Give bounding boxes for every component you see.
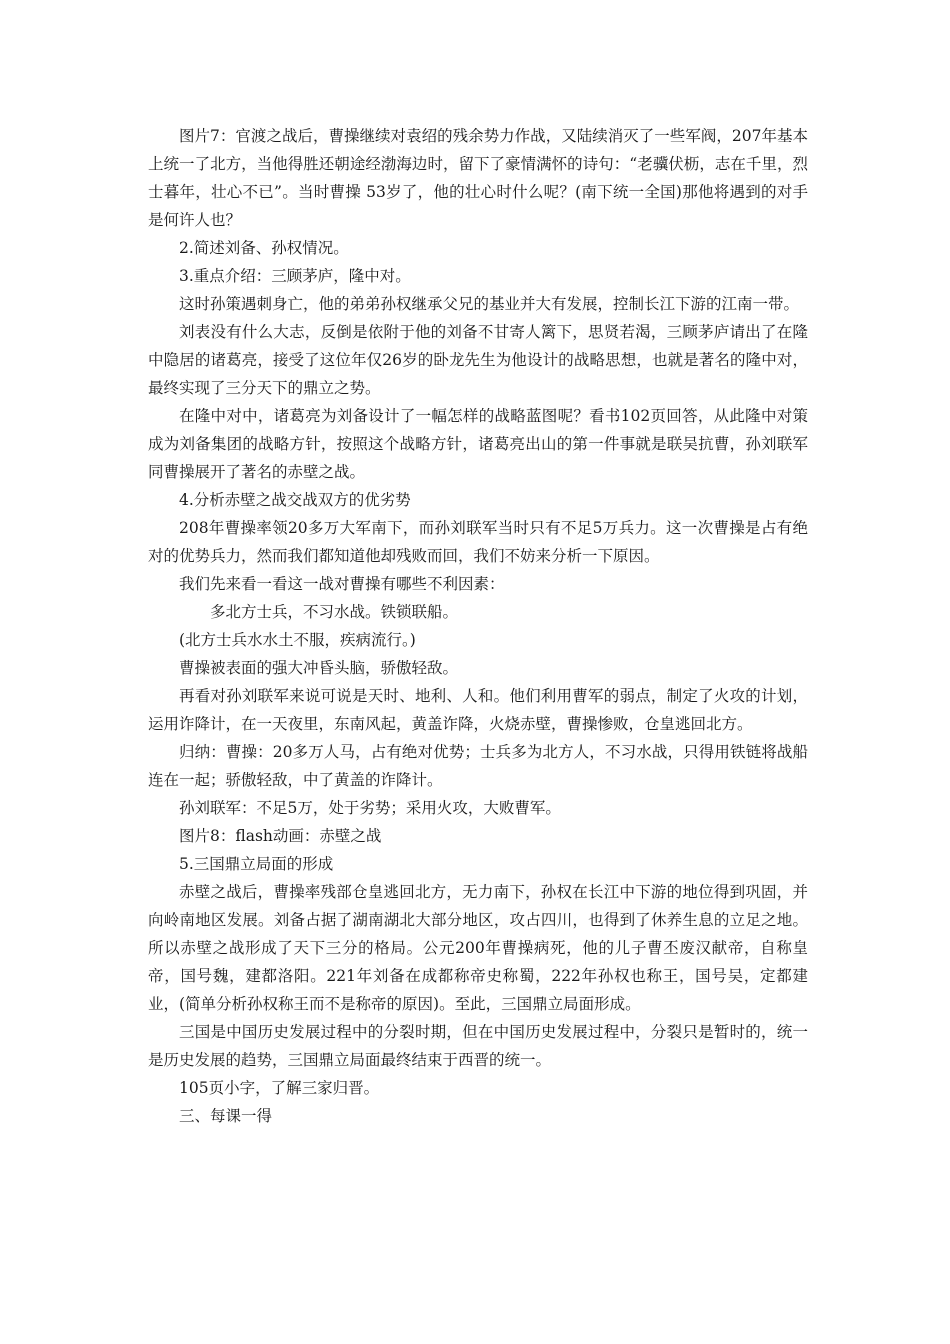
paragraph-sun-quan: 这时孙策遇刺身亡，他的弟弟孙权继承父兄的基业并大有发展，控制长江下游的江南一带。 <box>179 295 800 313</box>
paragraph-allied-advantages: 再看对孙刘联军来说可说是天时、地利、人和。他们利用曹军的弱点，制定了火攻的计划，运用诈降计，在一天夜里，东南风起，黄盖诈降，火烧赤壁，曹操惨败，仓皇逃回北方。 <box>148 687 808 733</box>
paragraph-three-kingdoms-formation: 赤壁之战后，曹操率残部仓皇逃回北方，无力南下，孙权在长江中下游的地位得到巩固，并向岭南地区发展。刘备占据了湖南湖北大部分地区，攻占四川，也得到了休养生息的立足之地。所以赤壁之战形成了天下三分的格局。公元200年曹操病死，他的儿子曹丕废汉献帝，自称皇帝，国号魏，建都洛阳。221年刘备在成都称帝史称蜀，222年孙权也称王，国号吴，定都建业，(简单分析孙权称王而不是称帝的原因)。至此，三国鼎立局面形成。 <box>148 883 808 1013</box>
paragraph-unification: 三国是中国历史发展过程中的分裂时期，但在中国历史发展过程中，分裂只是暂时的，统一是历史发展的趋势，三国鼎立局面最终结束于西晋的统一。 <box>148 1023 808 1069</box>
paragraph-arrogance: 曹操被表面的强大冲昏头脑，骄傲轻敌。 <box>179 659 459 677</box>
paragraph-disadvantages-intro: 我们先来看一看这一战对曹操有哪些不利因素： <box>179 575 505 593</box>
paragraph-step-4: 4.分析赤壁之战交战双方的优劣势 <box>179 491 411 509</box>
paragraph-liu-bei: 刘表没有什么大志，反倒是依附于他的刘备不甘寄人篱下，思贤若渴，三顾茅庐请出了在隆中隐居的诸葛亮，接受了这位年仅26岁的卧龙先生为他设计的战略思想，也就是著名的隆中对，最终实现了三分天下的鼎立之势。 <box>148 323 808 397</box>
paragraph-208: 208年曹操率领20多万大军南下，而孙刘联军当时只有不足5万兵力。这一次曹操是占有绝对的优势兵力，然而我们都知道他却残败而回，我们不妨来分析一下原因。 <box>148 519 808 565</box>
paragraph-step-5: 5.三国鼎立局面的形成 <box>179 855 334 873</box>
paragraph-picture-7: 图片7：官渡之战后，曹操继续对袁绍的残余势力作战，又陆续消灭了一些军阀，207年基本上统一了北方，当他得胜还朝途经渤海边时，留下了豪情满怀的诗句：“老骥伏枥，志在千里，烈士暮年，壮心不已”。当时曹操 53岁了，他的壮心时什么呢？(南下统一全国)那他将遇到的对手是何许人也？ <box>148 127 808 229</box>
paragraph-picture-8: 图片8：flash动画：赤壁之战 <box>179 827 382 845</box>
document-body <box>148 122 808 1130</box>
paragraph-step-3: 3.重点介绍：三顾茅庐，隆中对。 <box>179 267 411 285</box>
paragraph-page-105: 105页小字，了解三家归晋。 <box>179 1079 380 1097</box>
paragraph-longzhong: 在隆中对中，诸葛亮为刘备设计了一幅怎样的战略蓝图呢？看书102页回答，从此隆中对策成为刘备集团的战略方针，按照这个战略方针，诸葛亮出山的第一件事就是联吴抗曹，孙刘联军同曹操展开了著名的赤壁之战。 <box>148 407 808 481</box>
paragraph-disease: (北方士兵水水土不服，疾病流行。) <box>179 631 416 649</box>
paragraph-northern-soldiers: 多北方士兵，不习水战。铁锁联船。 <box>210 603 459 621</box>
paragraph-section-3: 三、每课一得 <box>179 1107 273 1125</box>
paragraph-step-2: 2.简述刘备、孙权情况。 <box>179 239 349 257</box>
paragraph-summary-allies: 孙刘联军：不足5万，处于劣势；采用火攻，大败曹军。 <box>179 799 561 817</box>
paragraph-summary-cao: 归纳：曹操：20多万人马，占有绝对优势；士兵多为北方人，不习水战，只得用铁链将战船连在一起；骄傲轻敌，中了黄盖的诈降计。 <box>148 743 808 789</box>
